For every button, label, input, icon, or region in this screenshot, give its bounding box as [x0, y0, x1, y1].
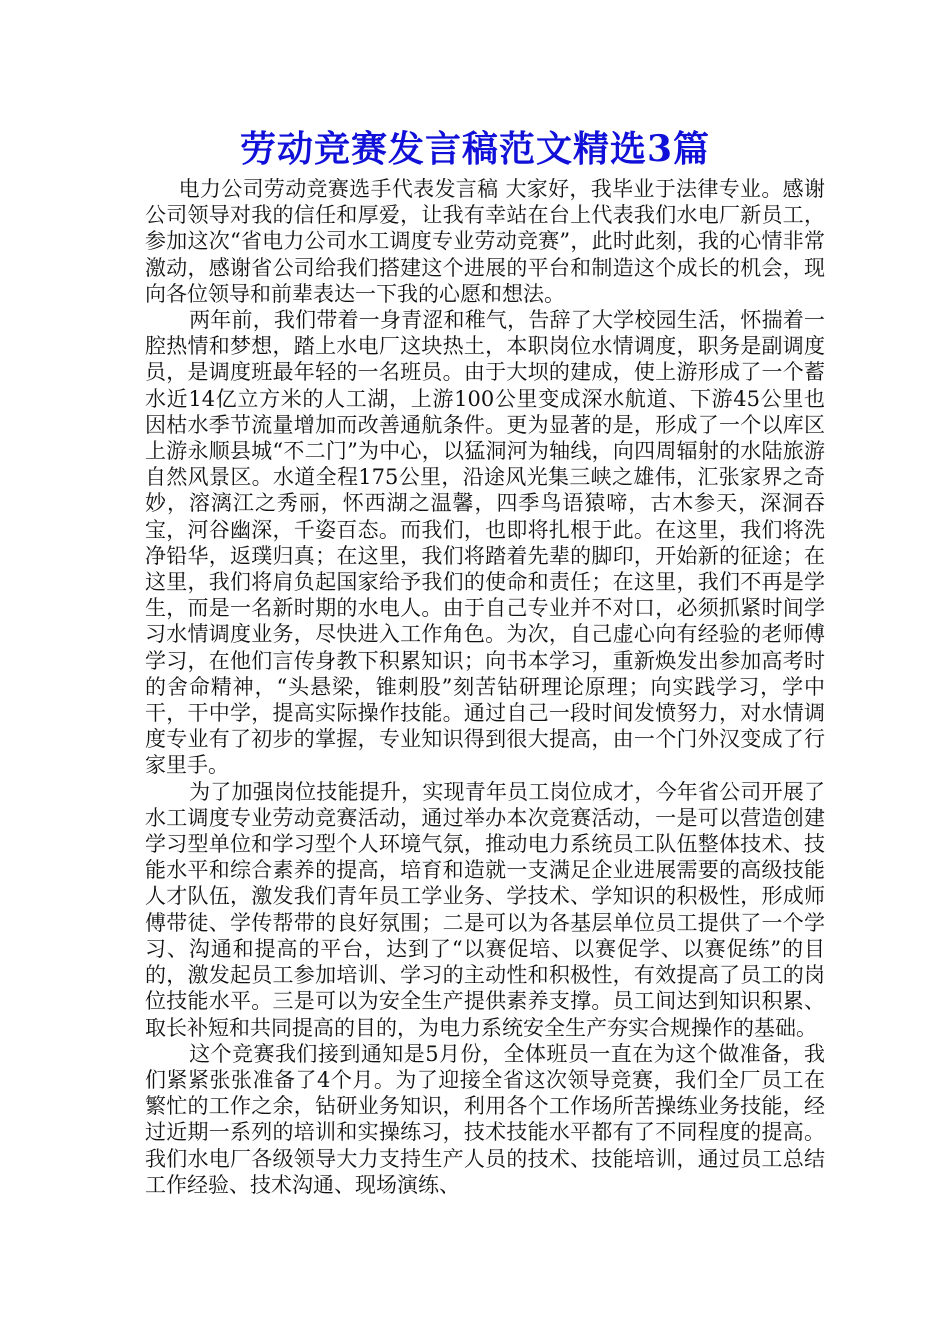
paragraph-4: 这个竞赛我们接到通知是5月份，全体班员一直在为这个做准备，我们紧紧张张准备了4个月。为了迎接全省这次领导竞赛，我们全厂员工在繁忙的工作之余，钻研业务知识，利用各个工作场所苦操练业务技能，经过近期一系列的培训和实操练习，技术技能水平都有了不同程度的提高。我们水电厂各级领导大力支持生产人员的技术、技能培训，通过员工总结工作经验、技术沟通、现场演练、: [145, 1041, 825, 1197]
paragraph-3: 为了加强岗位技能提升，实现青年员工岗位成才，今年省公司开展了水工调度专业劳动竞赛活动，通过举办本次竞赛活动，一是可以营造创建学习型单位和学习型个人环境气氛，推动电力系统员工队伍整体技术、技能水平和综合素养的提高，培育和造就一支满足企业进展需要的高级技能人才队伍，激发我们青年员工学业务、学技术、学知识的积极性，形成师傅带徒、学传帮带的良好氛围；二是可以为各基层单位员工提供了一个学习、沟通和提高的平台，达到了“以赛促培、以赛促学、以赛促练”的目的，激发起员工参加培训、学习的主动性和积极性，有效提高了员工的岗位技能水平。三是可以为安全生产提供素养支撑。员工间达到知识积累、取长补短和共同提高的目的，为电力系统安全生产夯实合规操作的基础。: [145, 779, 825, 1040]
document-body: [145, 176, 825, 1198]
document-title: 劳动竞赛发言稿范文精选3篇: [239, 128, 711, 170]
paragraph-1: 电力公司劳动竞赛选手代表发言稿 大家好，我毕业于法律专业。感谢公司领导对我的信任和厚爱，让我有幸站在台上代表我们水电厂新员工，参加这次“省电力公司水工调度专业劳动竞赛”，此时此刻，我的心情非常激动，感谢省公司给我们搭建这个进展的平台和制造这个成长的机会，现向各位领导和前辈表达一下我的心愿和想法。: [145, 177, 825, 306]
paragraph-2: 两年前，我们带着一身青涩和稚气，告辞了大学校园生活，怀揣着一腔热情和梦想，踏上水电厂这块热土，本职岗位水情调度，职务是副调度员，是调度班最年轻的一名班员。由于大坝的建成，使上游形成了一个蓄水近14亿立方米的人工湖，上游100公里变成深水航道、下游45公里也因枯水季节流量增加而改善通航条件。更为显著的是，形成了一个以库区上游永顺县城“不二门”为中心，以猛洞河为轴线，向四周辐射的水陆旅游自然风景区。水道全程175公里，沿途风光集三峡之雄伟，汇张家界之奇妙，溶漓江之秀丽，怀西湖之温馨，四季鸟语猿啼，古木参天，深洞吞宝，河谷幽深，千姿百态。而我们，也即将扎根于此。在这里，我们将洗净铅华，返璞归真；在这里，我们将踏着先辈的脚印，开始新的征途；在这里，我们将肩负起国家给予我们的使命和责任；在这里，我们不再是学生，而是一名新时期的水电人。由于自己专业并不对口，必须抓紧时间学习水情调度业务，尽快进入工作角色。为次，自己虚心向有经验的老师傅学习，在他们言传身教下积累知识；向书本学习，重新焕发出参加高考时的舍命精神，“头悬梁，锥刺股”刻苦钻研理论原理；向实践学习，学中干，干中学，提高实际操作技能。通过自己一段时间发愤努力，对水情调度专业有了初步的掌握，专业知识得到很大提高，由一个门外汉变成了行家里手。: [145, 308, 825, 778]
